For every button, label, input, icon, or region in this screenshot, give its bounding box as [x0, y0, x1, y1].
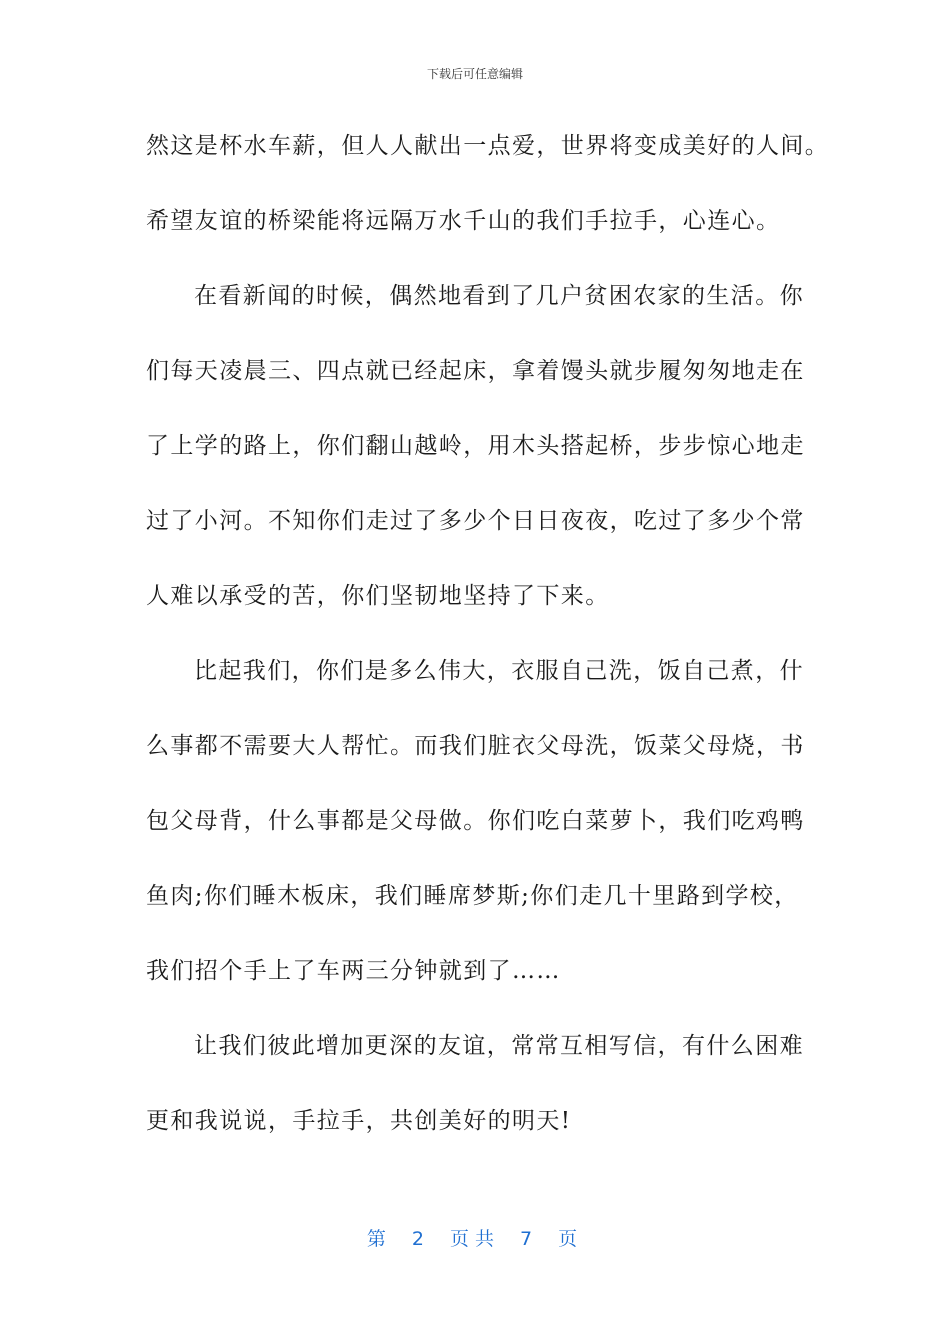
body-line: 让我们彼此增加更深的友谊，常常互相写信，有什么困难	[194, 1033, 804, 1059]
body-line: 包父母背，什么事都是父母做。你们吃白菜萝卜，我们吃鸡鸭	[146, 808, 805, 834]
body-line: 过了小河。不知你们走过了多少个日日夜夜，吃过了多少个常	[146, 508, 805, 534]
body-line: 们每天凌晨三、四点就已经起床，拿着馒头就步履匆匆地走在	[146, 358, 805, 384]
body-line: 在看新闻的时候，偶然地看到了几户贫困农家的生活。你	[194, 283, 804, 309]
body-line: 然这是杯水车薪，但人人献出一点爱，世界将变成美好的人间。	[146, 133, 830, 159]
body-line: 更和我说说，手拉手，共创美好的明天!	[146, 1108, 572, 1134]
body-line: 比起我们，你们是多么伟大，衣服自己洗，饭自己煮，什	[194, 658, 804, 684]
body-line: 么事都不需要大人帮忙。而我们脏衣父母洗，饭菜父母烧，书	[146, 733, 805, 759]
page-header-note: 下载后可任意编辑	[426, 67, 523, 81]
body-line: 了上学的路上，你们翻山越岭，用木头搭起桥，步步惊心地走	[146, 433, 805, 459]
body-line: 我们招个手上了车两三分钟就到了……	[146, 958, 561, 984]
body-line: 鱼肉;你们睡木板床，我们睡席梦斯;你们走几十里路到学校，	[146, 883, 799, 909]
body-line: 希望友谊的桥梁能将远隔万水千山的我们手拉手，心连心。	[146, 208, 781, 234]
document-body	[146, 118, 830, 1168]
page-number-footer: 第 2 页共 7 页	[366, 1228, 584, 1250]
body-line: 人难以承受的苦，你们坚韧地坚持了下来。	[146, 583, 610, 609]
